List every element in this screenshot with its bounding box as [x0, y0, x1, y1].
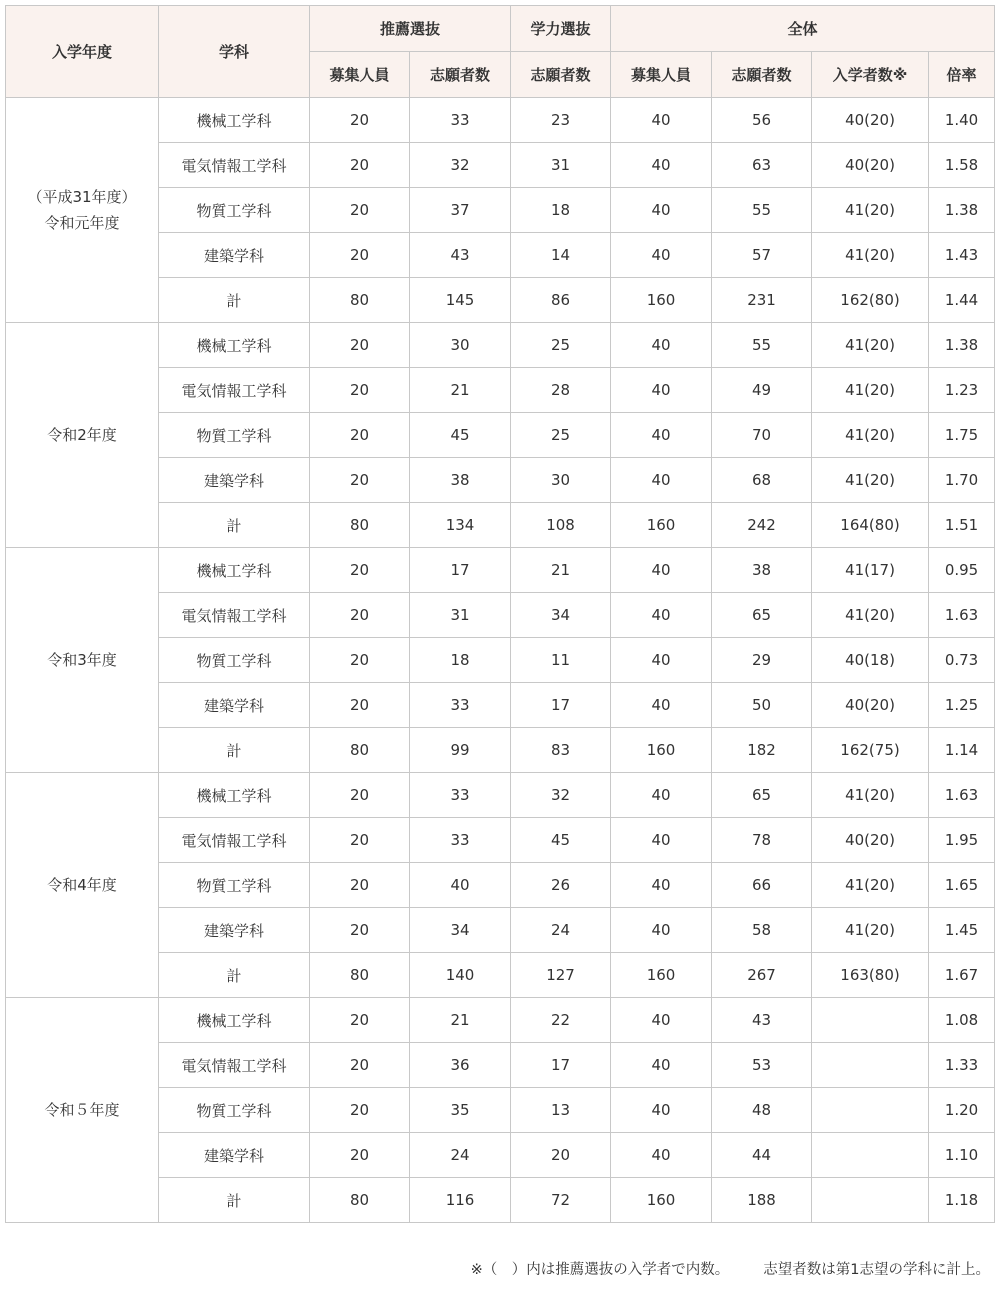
- cell-zentai-nyugaku: [812, 1178, 929, 1223]
- cell-gakuryoku-shigan: 11: [511, 638, 611, 683]
- cell-zentai-shigan: 38: [712, 548, 812, 593]
- cell-dept: 電気情報工学科: [159, 368, 310, 413]
- cell-suisen-shigan: 45: [410, 413, 511, 458]
- cell-suisen-shigan: 99: [410, 728, 511, 773]
- cell-zentai-boshu: 40: [611, 1043, 712, 1088]
- cell-gakuryoku-shigan: 72: [511, 1178, 611, 1223]
- cell-zentai-boshu: 40: [611, 143, 712, 188]
- cell-suisen-boshu: 20: [310, 863, 410, 908]
- cell-zentai-bairitsu: 1.25: [929, 683, 995, 728]
- cell-zentai-shigan: 66: [712, 863, 812, 908]
- cell-suisen-shigan: 31: [410, 593, 511, 638]
- cell-zentai-nyugaku: 41(20): [812, 413, 929, 458]
- cell-dept: 機械工学科: [159, 998, 310, 1043]
- cell-suisen-boshu: 20: [310, 1043, 410, 1088]
- cell-zentai-bairitsu: 1.65: [929, 863, 995, 908]
- cell-suisen-shigan: 40: [410, 863, 511, 908]
- cell-zentai-boshu: 40: [611, 998, 712, 1043]
- cell-dept: 電気情報工学科: [159, 1043, 310, 1088]
- cell-suisen-shigan: 34: [410, 908, 511, 953]
- cell-dept: 建築学科: [159, 683, 310, 728]
- year-label: （平成31年度）: [27, 188, 137, 206]
- cell-zentai-shigan: 231: [712, 278, 812, 323]
- cell-zentai-nyugaku: 162(75): [812, 728, 929, 773]
- cell-zentai-shigan: 55: [712, 323, 812, 368]
- cell-zentai-shigan: 65: [712, 593, 812, 638]
- header-gakuryoku: 学力選抜: [511, 6, 611, 52]
- cell-zentai-boshu: 40: [611, 863, 712, 908]
- cell-dept: 機械工学科: [159, 773, 310, 818]
- cell-zentai-boshu: 40: [611, 233, 712, 278]
- cell-gakuryoku-shigan: 13: [511, 1088, 611, 1133]
- cell-zentai-shigan: 242: [712, 503, 812, 548]
- cell-gakuryoku-shigan: 17: [511, 683, 611, 728]
- cell-dept: 計: [159, 1178, 310, 1223]
- cell-zentai-shigan: 50: [712, 683, 812, 728]
- cell-suisen-shigan: 33: [410, 818, 511, 863]
- cell-suisen-shigan: 43: [410, 233, 511, 278]
- cell-gakuryoku-shigan: 17: [511, 1043, 611, 1088]
- cell-zentai-nyugaku: 41(20): [812, 458, 929, 503]
- cell-zentai-bairitsu: 1.58: [929, 143, 995, 188]
- table-row: [6, 323, 995, 368]
- cell-gakuryoku-shigan: 24: [511, 908, 611, 953]
- cell-zentai-nyugaku: 41(20): [812, 863, 929, 908]
- year-label: 令和５年度: [44, 1101, 120, 1119]
- cell-zentai-nyugaku: 41(20): [812, 323, 929, 368]
- cell-dept: 電気情報工学科: [159, 593, 310, 638]
- cell-gakuryoku-shigan: 20: [511, 1133, 611, 1178]
- cell-suisen-shigan: 35: [410, 1088, 511, 1133]
- cell-suisen-boshu: 20: [310, 1133, 410, 1178]
- cell-zentai-boshu: 40: [611, 368, 712, 413]
- cell-gakuryoku-shigan: 25: [511, 413, 611, 458]
- header-gakuryoku-shigan: 志願者数: [511, 52, 611, 98]
- cell-zentai-boshu: 40: [611, 548, 712, 593]
- year-cell: [6, 548, 159, 773]
- cell-zentai-nyugaku: 40(20): [812, 98, 929, 143]
- cell-zentai-shigan: 68: [712, 458, 812, 503]
- cell-dept: 建築学科: [159, 1133, 310, 1178]
- cell-zentai-nyugaku: 40(20): [812, 143, 929, 188]
- cell-suisen-shigan: 21: [410, 998, 511, 1043]
- cell-dept: 物質工学科: [159, 1088, 310, 1133]
- cell-zentai-nyugaku: 41(20): [812, 773, 929, 818]
- header-row-1: [6, 6, 995, 52]
- table-header: [6, 6, 995, 98]
- cell-suisen-boshu: 20: [310, 458, 410, 503]
- cell-dept: 計: [159, 503, 310, 548]
- header-zentai-nyugaku: 入学者数※: [812, 52, 929, 98]
- cell-suisen-shigan: 18: [410, 638, 511, 683]
- cell-zentai-boshu: 160: [611, 1178, 712, 1223]
- cell-zentai-nyugaku: 41(20): [812, 188, 929, 233]
- cell-dept: 建築学科: [159, 458, 310, 503]
- footnote: [0, 1258, 990, 1279]
- header-year: 入学年度: [6, 6, 159, 98]
- cell-suisen-boshu: 20: [310, 593, 410, 638]
- cell-gakuryoku-shigan: 32: [511, 773, 611, 818]
- cell-zentai-bairitsu: 1.44: [929, 278, 995, 323]
- cell-zentai-boshu: 40: [611, 323, 712, 368]
- cell-zentai-shigan: 78: [712, 818, 812, 863]
- cell-zentai-bairitsu: 1.63: [929, 773, 995, 818]
- cell-zentai-boshu: 40: [611, 593, 712, 638]
- year-cell: [6, 323, 159, 548]
- cell-zentai-nyugaku: 41(20): [812, 908, 929, 953]
- cell-suisen-shigan: 37: [410, 188, 511, 233]
- cell-dept: 電気情報工学科: [159, 818, 310, 863]
- cell-dept: 機械工学科: [159, 323, 310, 368]
- cell-suisen-boshu: 80: [310, 1178, 410, 1223]
- cell-zentai-shigan: 55: [712, 188, 812, 233]
- header-zentai-shigan: 志願者数: [712, 52, 812, 98]
- cell-gakuryoku-shigan: 18: [511, 188, 611, 233]
- cell-gakuryoku-shigan: 21: [511, 548, 611, 593]
- cell-zentai-shigan: 63: [712, 143, 812, 188]
- footnote-inner-count: ※（ ）内は推薦選抜の入学者で内数。: [470, 1262, 730, 1278]
- year-label: 令和元年度: [44, 214, 120, 232]
- table-row: [6, 98, 995, 143]
- year-cell: [6, 998, 159, 1223]
- year-label: 令和3年度: [47, 651, 117, 669]
- cell-zentai-shigan: 58: [712, 908, 812, 953]
- cell-suisen-shigan: 17: [410, 548, 511, 593]
- footnote-first-choice: 志望者数は第1志望の学科に計上。: [763, 1262, 990, 1278]
- cell-zentai-nyugaku: 41(20): [812, 233, 929, 278]
- cell-suisen-boshu: 20: [310, 548, 410, 593]
- cell-suisen-shigan: 134: [410, 503, 511, 548]
- year-label: 令和4年度: [47, 876, 117, 894]
- cell-zentai-boshu: 40: [611, 773, 712, 818]
- header-zentai-boshu: 募集人員: [611, 52, 712, 98]
- cell-dept: 計: [159, 278, 310, 323]
- cell-suisen-boshu: 20: [310, 773, 410, 818]
- cell-dept: 機械工学科: [159, 98, 310, 143]
- cell-suisen-boshu: 20: [310, 413, 410, 458]
- cell-zentai-nyugaku: 41(20): [812, 593, 929, 638]
- cell-zentai-bairitsu: 1.38: [929, 323, 995, 368]
- cell-zentai-bairitsu: 1.33: [929, 1043, 995, 1088]
- cell-dept: 電気情報工学科: [159, 143, 310, 188]
- cell-zentai-nyugaku: 164(80): [812, 503, 929, 548]
- cell-dept: 物質工学科: [159, 188, 310, 233]
- cell-zentai-bairitsu: 1.63: [929, 593, 995, 638]
- cell-zentai-bairitsu: 1.95: [929, 818, 995, 863]
- cell-suisen-boshu: 20: [310, 323, 410, 368]
- cell-zentai-shigan: 29: [712, 638, 812, 683]
- cell-zentai-bairitsu: 1.23: [929, 368, 995, 413]
- cell-zentai-nyugaku: 163(80): [812, 953, 929, 998]
- cell-suisen-shigan: 21: [410, 368, 511, 413]
- cell-suisen-boshu: 20: [310, 638, 410, 683]
- cell-gakuryoku-shigan: 34: [511, 593, 611, 638]
- cell-gakuryoku-shigan: 86: [511, 278, 611, 323]
- cell-dept: 計: [159, 953, 310, 998]
- cell-zentai-bairitsu: 1.10: [929, 1133, 995, 1178]
- cell-zentai-nyugaku: 40(20): [812, 683, 929, 728]
- cell-suisen-boshu: 80: [310, 278, 410, 323]
- year-cell: [6, 773, 159, 998]
- cell-zentai-shigan: 43: [712, 998, 812, 1043]
- cell-zentai-nyugaku: 162(80): [812, 278, 929, 323]
- cell-suisen-shigan: 30: [410, 323, 511, 368]
- header-zentai: 全体: [611, 6, 995, 52]
- cell-zentai-bairitsu: 1.75: [929, 413, 995, 458]
- cell-zentai-boshu: 160: [611, 728, 712, 773]
- cell-zentai-bairitsu: 1.40: [929, 98, 995, 143]
- cell-zentai-nyugaku: 40(20): [812, 818, 929, 863]
- table-body: [6, 98, 995, 1223]
- cell-suisen-shigan: 33: [410, 683, 511, 728]
- cell-suisen-shigan: 140: [410, 953, 511, 998]
- cell-zentai-bairitsu: 1.70: [929, 458, 995, 503]
- cell-dept: 計: [159, 728, 310, 773]
- cell-zentai-nyugaku: 41(17): [812, 548, 929, 593]
- header-suisen: 推薦選抜: [310, 6, 511, 52]
- cell-suisen-boshu: 20: [310, 1088, 410, 1133]
- cell-zentai-boshu: 40: [611, 98, 712, 143]
- cell-suisen-shigan: 36: [410, 1043, 511, 1088]
- cell-zentai-nyugaku: 40(18): [812, 638, 929, 683]
- cell-suisen-shigan: 32: [410, 143, 511, 188]
- cell-dept: 建築学科: [159, 908, 310, 953]
- cell-suisen-boshu: 80: [310, 503, 410, 548]
- cell-zentai-shigan: 57: [712, 233, 812, 278]
- cell-zentai-boshu: 40: [611, 458, 712, 503]
- cell-suisen-boshu: 20: [310, 143, 410, 188]
- cell-suisen-boshu: 80: [310, 728, 410, 773]
- cell-zentai-boshu: 40: [611, 1088, 712, 1133]
- cell-gakuryoku-shigan: 28: [511, 368, 611, 413]
- cell-dept: 物質工学科: [159, 638, 310, 683]
- cell-gakuryoku-shigan: 25: [511, 323, 611, 368]
- cell-gakuryoku-shigan: 26: [511, 863, 611, 908]
- cell-suisen-boshu: 20: [310, 233, 410, 278]
- cell-suisen-boshu: 80: [310, 953, 410, 998]
- header-dept: 学科: [159, 6, 310, 98]
- cell-zentai-boshu: 160: [611, 503, 712, 548]
- year-label: 令和2年度: [47, 426, 117, 444]
- header-suisen-shigan: 志願者数: [410, 52, 511, 98]
- cell-suisen-shigan: 24: [410, 1133, 511, 1178]
- cell-suisen-boshu: 20: [310, 683, 410, 728]
- cell-zentai-bairitsu: 1.38: [929, 188, 995, 233]
- cell-gakuryoku-shigan: 127: [511, 953, 611, 998]
- year-cell: [6, 98, 159, 323]
- cell-zentai-shigan: 44: [712, 1133, 812, 1178]
- cell-dept: 建築学科: [159, 233, 310, 278]
- cell-gakuryoku-shigan: 83: [511, 728, 611, 773]
- cell-dept: 物質工学科: [159, 413, 310, 458]
- cell-zentai-boshu: 160: [611, 953, 712, 998]
- cell-zentai-shigan: 49: [712, 368, 812, 413]
- cell-suisen-boshu: 20: [310, 188, 410, 233]
- cell-zentai-bairitsu: 1.43: [929, 233, 995, 278]
- cell-zentai-shigan: 70: [712, 413, 812, 458]
- cell-suisen-shigan: 33: [410, 773, 511, 818]
- cell-zentai-bairitsu: 1.67: [929, 953, 995, 998]
- cell-suisen-boshu: 20: [310, 368, 410, 413]
- cell-dept: 物質工学科: [159, 863, 310, 908]
- header-suisen-boshu: 募集人員: [310, 52, 410, 98]
- table-row: [6, 998, 995, 1043]
- cell-suisen-shigan: 33: [410, 98, 511, 143]
- cell-zentai-nyugaku: [812, 1088, 929, 1133]
- cell-zentai-nyugaku: 41(20): [812, 368, 929, 413]
- cell-zentai-shigan: 56: [712, 98, 812, 143]
- cell-zentai-bairitsu: 1.51: [929, 503, 995, 548]
- cell-zentai-shigan: 48: [712, 1088, 812, 1133]
- cell-gakuryoku-shigan: 14: [511, 233, 611, 278]
- cell-zentai-bairitsu: 1.08: [929, 998, 995, 1043]
- cell-zentai-boshu: 40: [611, 908, 712, 953]
- cell-zentai-shigan: 65: [712, 773, 812, 818]
- cell-suisen-boshu: 20: [310, 818, 410, 863]
- admissions-table: [5, 5, 995, 1223]
- cell-zentai-bairitsu: 1.20: [929, 1088, 995, 1133]
- cell-zentai-boshu: 40: [611, 188, 712, 233]
- cell-suisen-boshu: 20: [310, 98, 410, 143]
- cell-zentai-shigan: 53: [712, 1043, 812, 1088]
- cell-zentai-bairitsu: 0.95: [929, 548, 995, 593]
- cell-gakuryoku-shigan: 108: [511, 503, 611, 548]
- cell-dept: 機械工学科: [159, 548, 310, 593]
- cell-zentai-shigan: 267: [712, 953, 812, 998]
- cell-suisen-shigan: 38: [410, 458, 511, 503]
- cell-gakuryoku-shigan: 23: [511, 98, 611, 143]
- cell-zentai-shigan: 182: [712, 728, 812, 773]
- cell-zentai-boshu: 40: [611, 683, 712, 728]
- cell-zentai-boshu: 40: [611, 638, 712, 683]
- table-row: [6, 548, 995, 593]
- cell-zentai-boshu: 160: [611, 278, 712, 323]
- cell-suisen-boshu: 20: [310, 908, 410, 953]
- cell-zentai-boshu: 40: [611, 1133, 712, 1178]
- cell-zentai-boshu: 40: [611, 413, 712, 458]
- cell-suisen-shigan: 116: [410, 1178, 511, 1223]
- cell-gakuryoku-shigan: 30: [511, 458, 611, 503]
- cell-gakuryoku-shigan: 31: [511, 143, 611, 188]
- table-row: [6, 773, 995, 818]
- cell-suisen-shigan: 145: [410, 278, 511, 323]
- cell-zentai-nyugaku: [812, 1133, 929, 1178]
- cell-gakuryoku-shigan: 45: [511, 818, 611, 863]
- cell-zentai-bairitsu: 1.45: [929, 908, 995, 953]
- cell-zentai-nyugaku: [812, 1043, 929, 1088]
- cell-zentai-bairitsu: 0.73: [929, 638, 995, 683]
- header-zentai-bairitsu: 倍率: [929, 52, 995, 98]
- cell-zentai-bairitsu: 1.14: [929, 728, 995, 773]
- cell-zentai-nyugaku: [812, 998, 929, 1043]
- cell-zentai-boshu: 40: [611, 818, 712, 863]
- cell-suisen-boshu: 20: [310, 998, 410, 1043]
- cell-zentai-shigan: 188: [712, 1178, 812, 1223]
- cell-gakuryoku-shigan: 22: [511, 998, 611, 1043]
- cell-zentai-bairitsu: 1.18: [929, 1178, 995, 1223]
